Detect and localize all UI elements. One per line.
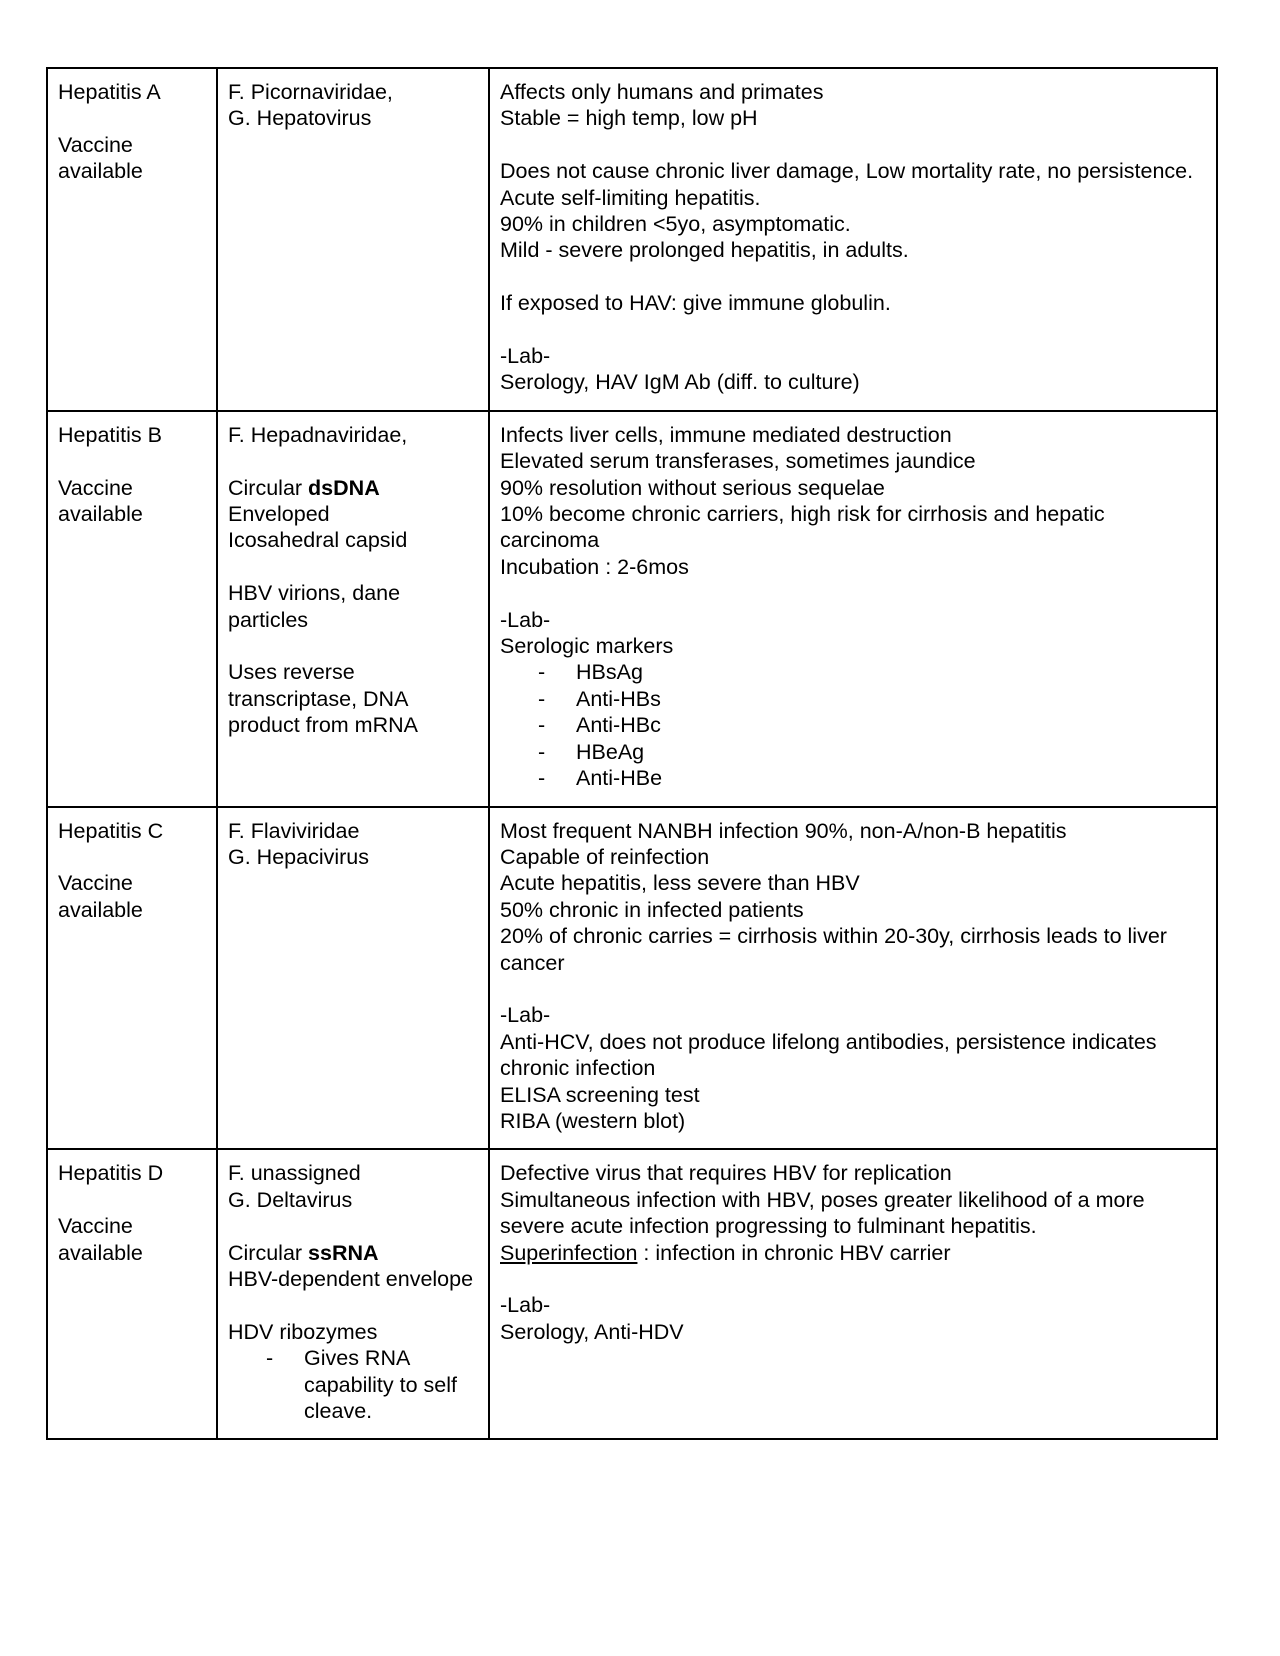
genome-bold: ssRNA [308,1240,379,1265]
vaccine-note: Vaccine available [58,475,143,527]
desc-line: Affects only humans and primates [500,80,824,104]
desc-line: 90% resolution without serious sequelae [500,475,885,500]
list-dash: - [538,686,546,711]
hepatitis-table [46,67,1218,1440]
desc-line: Acute self-limiting hepatitis. [500,185,761,210]
table-row [47,68,1217,411]
lab-heading: -Lab- [500,344,551,369]
genus: G. Hepacivirus [228,844,369,869]
genome-prefix: Circular [228,1240,309,1265]
virus-name: Hepatitis B [58,422,162,447]
desc-line: Most frequent NANBH infection 90%, non-A/non-B hepatitis [500,818,1067,843]
desc-line: 20% of chronic carries = cirrhosis within 20-30y, cirrhosis leads to liver cancer [500,924,1167,975]
marker: HBsAg [576,660,643,685]
lab-heading: -Lab- [500,607,551,632]
desc-line: ELISA screening test [500,1082,700,1107]
ribozyme-note: Gives RNA capability to self cleave. [304,1346,457,1423]
virus-name-cell [47,68,217,411]
desc-line: 90% in children <5yo, asymptomatic. [500,212,851,237]
lab-heading: -Lab- [500,1003,551,1028]
genus: G. Deltavirus [228,1187,353,1212]
desc-line: Simultaneous infection with HBV, poses greater likelihood of a more severe acute infection progressing to fulminant hepatitis. [500,1187,1145,1239]
desc-line: Anti-HCV, does not produce lifelong antibodies, persistence indicates chronic infection [500,1029,1157,1081]
marker: Anti-HBe [576,766,663,791]
list-item [500,765,1206,791]
virus-name: Hepatitis D [58,1161,164,1186]
genome-prefix: Circular [228,475,309,500]
marker: HBeAg [576,739,645,764]
superinfection-term: Superinfection [500,1240,638,1265]
desc-line: Mild - severe prolonged hepatitis, in adults. [500,238,909,263]
vaccine-note: Vaccine available [58,1214,143,1265]
list-item [500,739,1206,765]
taxonomy-cell [217,1149,489,1439]
vaccine-note: Vaccine available [58,132,143,184]
list-item [500,712,1206,738]
description-cell [489,411,1217,807]
capsid: Icosahedral capsid [228,528,408,553]
ribozymes: HDV ribozymes [228,1319,378,1344]
envelope: Enveloped [228,502,330,527]
family: F. Picornaviridae, [228,80,393,104]
table-row [47,807,1217,1150]
virus-name-cell [47,411,217,807]
list-dash: - [538,713,546,738]
virus-name-cell [47,807,217,1150]
list-dash: - [266,1346,274,1371]
genome-type [228,1240,478,1266]
family: F. Flaviviridae [228,818,360,843]
genome-type [228,475,478,501]
desc-line: Serology, HAV IgM Ab (diff. to culture) [500,370,860,395]
desc-line: Serologic markers [500,634,674,659]
list-dash: - [538,766,546,791]
virus-name: Hepatitis A [58,80,161,104]
family: F. Hepadnaviridae, [228,422,408,447]
desc-line: Incubation : 2-6mos [500,554,689,579]
vaccine-note: Vaccine available [58,871,143,922]
taxonomy-cell [217,68,489,411]
marker: Anti-HBc [576,713,661,738]
family: F. unassigned [228,1161,361,1186]
genome-bold: dsDNA [308,475,380,500]
superinfection-definition: : infection in chronic HBV carrier [637,1240,951,1265]
list-item [500,686,1206,712]
description-cell [489,68,1217,411]
list-dash: - [538,739,546,764]
envelope: HBV-dependent envelope [228,1266,474,1291]
desc-line [500,1240,1206,1266]
replication-note: Uses reverse transcriptase, DNA product from mRNA [228,660,418,738]
table-row [47,1149,1217,1439]
desc-line: Does not cause chronic liver damage, Low mortality rate, no persistence. [500,159,1194,184]
desc-line: If exposed to HAV: give immune globulin. [500,291,891,316]
taxonomy-cell [217,411,489,807]
list-item [228,1345,478,1424]
virus-name-cell [47,1149,217,1439]
desc-line: Elevated serum transferases, sometimes jaundice [500,449,976,474]
list-item [500,659,1206,685]
table-row [47,411,1217,807]
desc-line: Acute hepatitis, less severe than HBV [500,871,860,896]
description-cell [489,1149,1217,1439]
description-cell [489,807,1217,1150]
taxonomy-cell [217,807,489,1150]
desc-line: RIBA (western blot) [500,1108,686,1133]
desc-line: Infects liver cells, immune mediated destruction [500,422,952,447]
virus-name: Hepatitis C [58,818,164,843]
genus: G. Hepatovirus [228,106,372,131]
desc-line: 10% become chronic carriers, high risk for cirrhosis and hepatic carcinoma [500,502,1105,553]
list-dash: - [538,660,546,685]
virions: HBV virions, dane particles [228,581,401,632]
desc-line: Capable of reinfection [500,844,710,869]
desc-line: 50% chronic in infected patients [500,897,804,922]
desc-line: Defective virus that requires HBV for replication [500,1161,952,1186]
marker: Anti-HBs [576,686,661,711]
desc-line: Serology, Anti-HDV [500,1319,684,1344]
lab-heading: -Lab- [500,1293,551,1318]
desc-line: Stable = high temp, low pH [500,106,758,131]
